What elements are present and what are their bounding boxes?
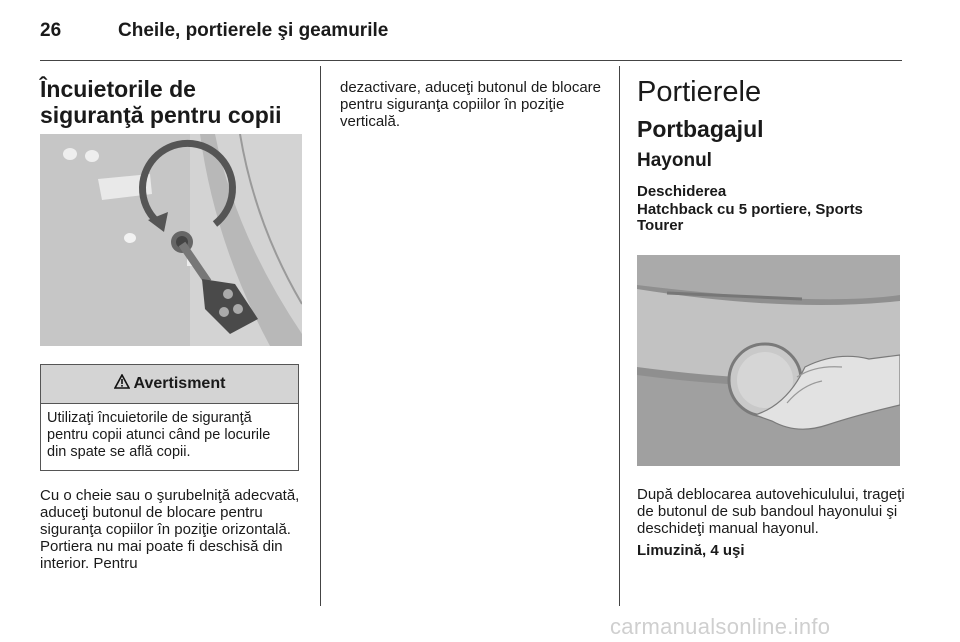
- col3-paragraph: După deblocarea autovehiculului, trageţi de butonul de sub bandoul hayonului şi deschideţi manual hayonul.: [637, 486, 905, 537]
- watermark: carmanualsonline.info: [610, 614, 831, 639]
- warning-header: [41, 365, 298, 404]
- col1-paragraph-block: [40, 487, 305, 572]
- warning-box: [40, 364, 299, 471]
- heading-hayonul: Hayonul: [637, 150, 712, 171]
- heading-portbagajul: Portbagajul: [637, 116, 764, 142]
- header-rule: [40, 60, 902, 61]
- subheading-deschiderea: Deschiderea: [637, 183, 727, 200]
- col1-paragraph: Cu o cheie sau o şurubelniţă adecvată, aduceţi butonul de blocare pentru siguranţa copiilor în poziţie orizontală. Portiera nu mai poate fi deschisă din interior. Pentru: [40, 487, 300, 572]
- section-title-block: [40, 76, 302, 128]
- warning-text: Utilizaţi încuietorile de siguranţă pentru copii atunci când pe locurile din spate se află copii.: [47, 410, 271, 460]
- heading-portierele: Portierele: [637, 76, 762, 108]
- section-title: Încuietorile de siguranţă pentru copii: [40, 76, 282, 128]
- col3-headings: [637, 76, 902, 234]
- chapter-title: Cheile, portierele şi geamurile: [118, 20, 389, 41]
- subheading-hatchback: Hatchback cu 5 portiere, Sports Tourer: [637, 201, 863, 234]
- page-number: 26: [40, 20, 62, 41]
- warning-triangle-icon: [114, 374, 130, 394]
- page-header: [40, 20, 388, 42]
- column-divider-left: [320, 66, 321, 606]
- column-divider-right: [619, 66, 620, 606]
- subheading-limuzina: Limuzină, 4 uşi: [637, 542, 745, 559]
- warning-title: Avertisment: [133, 375, 226, 392]
- child-lock-illustration: [40, 134, 302, 346]
- tailgate-illustration: [637, 255, 900, 466]
- col2-paragraph-block: [340, 79, 602, 130]
- col3-paragraph-block: [637, 486, 905, 559]
- col2-paragraph: dezactivare, aduceţi butonul de blocare pentru siguranţa copiilor în poziţie verticală.: [340, 79, 602, 130]
